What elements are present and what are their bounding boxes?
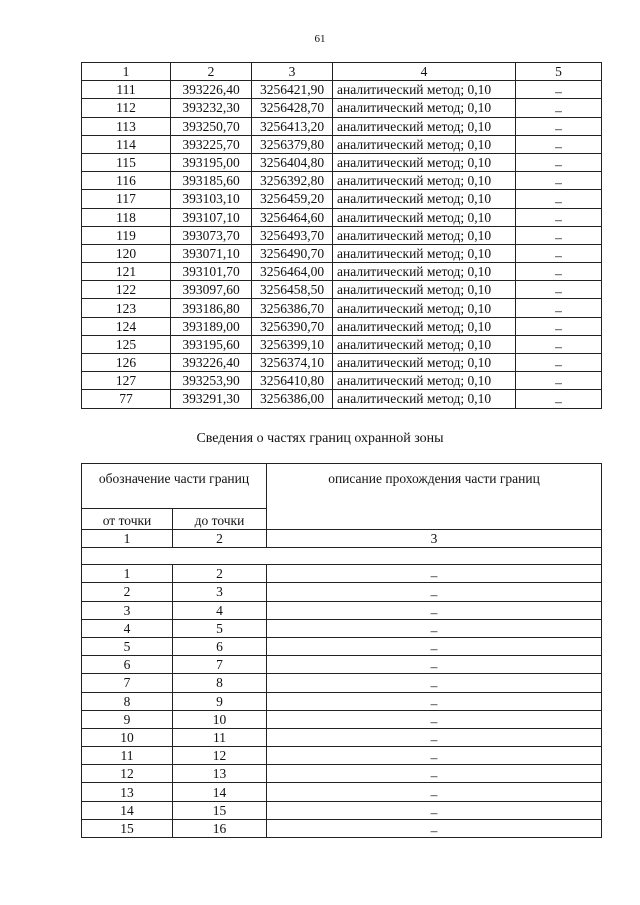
y-coordinate-cell: 3256464,00 [252,263,333,281]
column-number-header: 3 [252,63,333,81]
table-row [82,281,602,299]
x-coordinate-cell: 393189,00 [171,317,252,335]
table-row [82,81,602,99]
x-coordinate-cell: 393185,60 [171,172,252,190]
method-accuracy-cell: аналитический метод; 0,10 [333,190,516,208]
description-cell: – [267,783,602,801]
table-row [82,317,602,335]
point-number-cell: 114 [82,135,171,153]
table-row [82,335,602,353]
from-point-cell: 4 [82,619,173,637]
table-row [82,244,602,262]
table-row [82,801,602,819]
from-point-cell: 12 [82,765,173,783]
from-point-cell: 1 [82,565,173,583]
x-coordinate-cell: 393232,30 [171,99,252,117]
to-point-cell: 5 [173,619,267,637]
description-cell: – [516,263,602,281]
y-coordinate-cell: 3256493,70 [252,226,333,244]
description-cell: – [516,390,602,408]
description-cell: – [267,565,602,583]
table-row [82,565,602,583]
table-row [82,819,602,837]
to-point-cell: 16 [173,819,267,837]
table-row [82,619,602,637]
to-point-cell: 4 [173,601,267,619]
description-cell: – [516,81,602,99]
method-accuracy-cell: аналитический метод; 0,10 [333,244,516,262]
y-coordinate-cell: 3256421,90 [252,81,333,99]
method-accuracy-cell: аналитический метод; 0,10 [333,81,516,99]
description-cell: – [516,190,602,208]
description-cell: – [267,692,602,710]
method-accuracy-cell: аналитический метод; 0,10 [333,335,516,353]
method-accuracy-cell: аналитический метод; 0,10 [333,372,516,390]
from-point-cell: 5 [82,637,173,655]
method-accuracy-cell: аналитический метод; 0,10 [333,390,516,408]
description-cell: – [516,99,602,117]
parts-number-row [82,530,602,548]
from-point-cell: 11 [82,747,173,765]
to-point-cell: 12 [173,747,267,765]
from-point-cell: 14 [82,801,173,819]
point-number-cell: 118 [82,208,171,226]
table-row [82,208,602,226]
table-row [82,153,602,171]
table-row [82,692,602,710]
y-coordinate-cell: 3256386,70 [252,299,333,317]
description-cell: – [516,153,602,171]
from-point-cell: 2 [82,583,173,601]
x-coordinate-cell: 393291,30 [171,390,252,408]
description-cell: – [267,583,602,601]
description-cell: – [267,747,602,765]
to-point-cell: 14 [173,783,267,801]
table-row [82,299,602,317]
x-coordinate-cell: 393250,70 [171,117,252,135]
y-coordinate-cell: 3256379,80 [252,135,333,153]
table-row [82,172,602,190]
to-point-cell: 11 [173,728,267,746]
point-number-cell: 111 [82,81,171,99]
y-coordinate-cell: 3256464,60 [252,208,333,226]
point-number-cell: 127 [82,372,171,390]
parts-spacer-row [82,548,602,565]
from-point-cell: 8 [82,692,173,710]
column-number-header: 4 [333,63,516,81]
description-cell: – [267,619,602,637]
table-row [82,263,602,281]
column-number-header: 2 [171,63,252,81]
method-accuracy-cell: аналитический метод; 0,10 [333,263,516,281]
method-accuracy-cell: аналитический метод; 0,10 [333,117,516,135]
y-coordinate-cell: 3256490,70 [252,244,333,262]
description-cell: – [516,281,602,299]
description-cell: – [516,135,602,153]
description-cell: – [516,354,602,372]
x-coordinate-cell: 393097,60 [171,281,252,299]
from-point-cell: 13 [82,783,173,801]
to-point-cell: 15 [173,801,267,819]
from-point-cell: 6 [82,656,173,674]
x-coordinate-cell: 393073,70 [171,226,252,244]
y-coordinate-cell: 3256374,10 [252,354,333,372]
column-number-header: 2 [173,530,267,548]
x-coordinate-cell: 393225,70 [171,135,252,153]
y-coordinate-cell: 3256404,80 [252,153,333,171]
to-point-cell: 7 [173,656,267,674]
to-point-cell: 9 [173,692,267,710]
description-cell: – [516,172,602,190]
point-number-cell: 121 [82,263,171,281]
from-point-cell: 7 [82,674,173,692]
x-coordinate-cell: 393101,70 [171,263,252,281]
method-accuracy-cell: аналитический метод; 0,10 [333,354,516,372]
description-cell: – [267,637,602,655]
column-number-header: 1 [82,530,173,548]
boundary-parts-table [81,463,602,838]
table-row [82,783,602,801]
table-row [82,728,602,746]
table-row [82,117,602,135]
column-number-header: 3 [267,530,602,548]
x-coordinate-cell: 393195,00 [171,153,252,171]
boundary-part-designation-header: обозначение части границ [82,464,267,509]
point-number-cell: 125 [82,335,171,353]
table-row [82,637,602,655]
description-cell: – [516,208,602,226]
description-cell: – [267,765,602,783]
to-point-header: до точки [173,509,267,530]
x-coordinate-cell: 393186,80 [171,299,252,317]
point-number-cell: 120 [82,244,171,262]
description-cell: – [267,819,602,837]
table-row [82,190,602,208]
method-accuracy-cell: аналитический метод; 0,10 [333,172,516,190]
to-point-cell: 8 [173,674,267,692]
y-coordinate-cell: 3256410,80 [252,372,333,390]
x-coordinate-cell: 393226,40 [171,81,252,99]
method-accuracy-cell: аналитический метод; 0,10 [333,99,516,117]
description-cell: – [516,226,602,244]
description-cell: – [516,335,602,353]
y-coordinate-cell: 3256390,70 [252,317,333,335]
y-coordinate-cell: 3256413,20 [252,117,333,135]
x-coordinate-cell: 393103,10 [171,190,252,208]
table-row [82,747,602,765]
point-number-cell: 126 [82,354,171,372]
from-point-cell: 3 [82,601,173,619]
y-coordinate-cell: 3256428,70 [252,99,333,117]
method-accuracy-cell: аналитический метод; 0,10 [333,281,516,299]
point-number-cell: 124 [82,317,171,335]
to-point-cell: 6 [173,637,267,655]
table-row [82,674,602,692]
x-coordinate-cell: 393226,40 [171,354,252,372]
description-cell: – [516,317,602,335]
coordinates-table [81,62,602,409]
point-number-cell: 117 [82,190,171,208]
description-cell: – [267,656,602,674]
table-row [82,354,602,372]
description-cell: – [267,710,602,728]
section-title: Сведения о частях границ охранной зоны [196,431,444,446]
from-point-cell: 10 [82,728,173,746]
method-accuracy-cell: аналитический метод; 0,10 [333,153,516,171]
to-point-cell: 2 [173,565,267,583]
point-number-cell: 122 [82,281,171,299]
point-number-cell: 77 [82,390,171,408]
table-row [82,601,602,619]
y-coordinate-cell: 3256458,50 [252,281,333,299]
y-coordinate-cell: 3256392,80 [252,172,333,190]
description-cell: – [516,117,602,135]
table-row [82,372,602,390]
method-accuracy-cell: аналитический метод; 0,10 [333,299,516,317]
point-number-cell: 113 [82,117,171,135]
table-row [82,390,602,408]
from-point-cell: 15 [82,819,173,837]
to-point-cell: 10 [173,710,267,728]
point-number-cell: 115 [82,153,171,171]
y-coordinate-cell: 3256399,10 [252,335,333,353]
empty-cell [82,548,602,565]
table-row [82,226,602,244]
point-number-cell: 119 [82,226,171,244]
parts-header-row [82,464,602,509]
description-cell: – [516,372,602,390]
point-number-cell: 123 [82,299,171,317]
description-cell: – [267,728,602,746]
x-coordinate-cell: 393195,60 [171,335,252,353]
column-number-header: 5 [516,63,602,81]
y-coordinate-cell: 3256459,20 [252,190,333,208]
page-number: 61 [314,33,326,45]
from-point-header: от точки [82,509,173,530]
from-point-cell: 9 [82,710,173,728]
x-coordinate-cell: 393107,10 [171,208,252,226]
point-number-cell: 116 [82,172,171,190]
to-point-cell: 3 [173,583,267,601]
to-point-cell: 13 [173,765,267,783]
table-row [82,656,602,674]
y-coordinate-cell: 3256386,00 [252,390,333,408]
x-coordinate-cell: 393071,10 [171,244,252,262]
description-cell: – [516,299,602,317]
column-number-header: 1 [82,63,171,81]
description-cell: – [267,801,602,819]
x-coordinate-cell: 393253,90 [171,372,252,390]
method-accuracy-cell: аналитический метод; 0,10 [333,226,516,244]
point-number-cell: 112 [82,99,171,117]
method-accuracy-cell: аналитический метод; 0,10 [333,135,516,153]
method-accuracy-cell: аналитический метод; 0,10 [333,317,516,335]
coordinates-header-row [82,63,602,81]
table-row [82,583,602,601]
table-row [82,765,602,783]
description-cell: – [516,244,602,262]
description-cell: – [267,601,602,619]
description-cell: – [267,674,602,692]
table-row [82,99,602,117]
table-row [82,135,602,153]
method-accuracy-cell: аналитический метод; 0,10 [333,208,516,226]
boundary-part-description-header: описание прохождения части границ [267,464,602,530]
table-row [82,710,602,728]
